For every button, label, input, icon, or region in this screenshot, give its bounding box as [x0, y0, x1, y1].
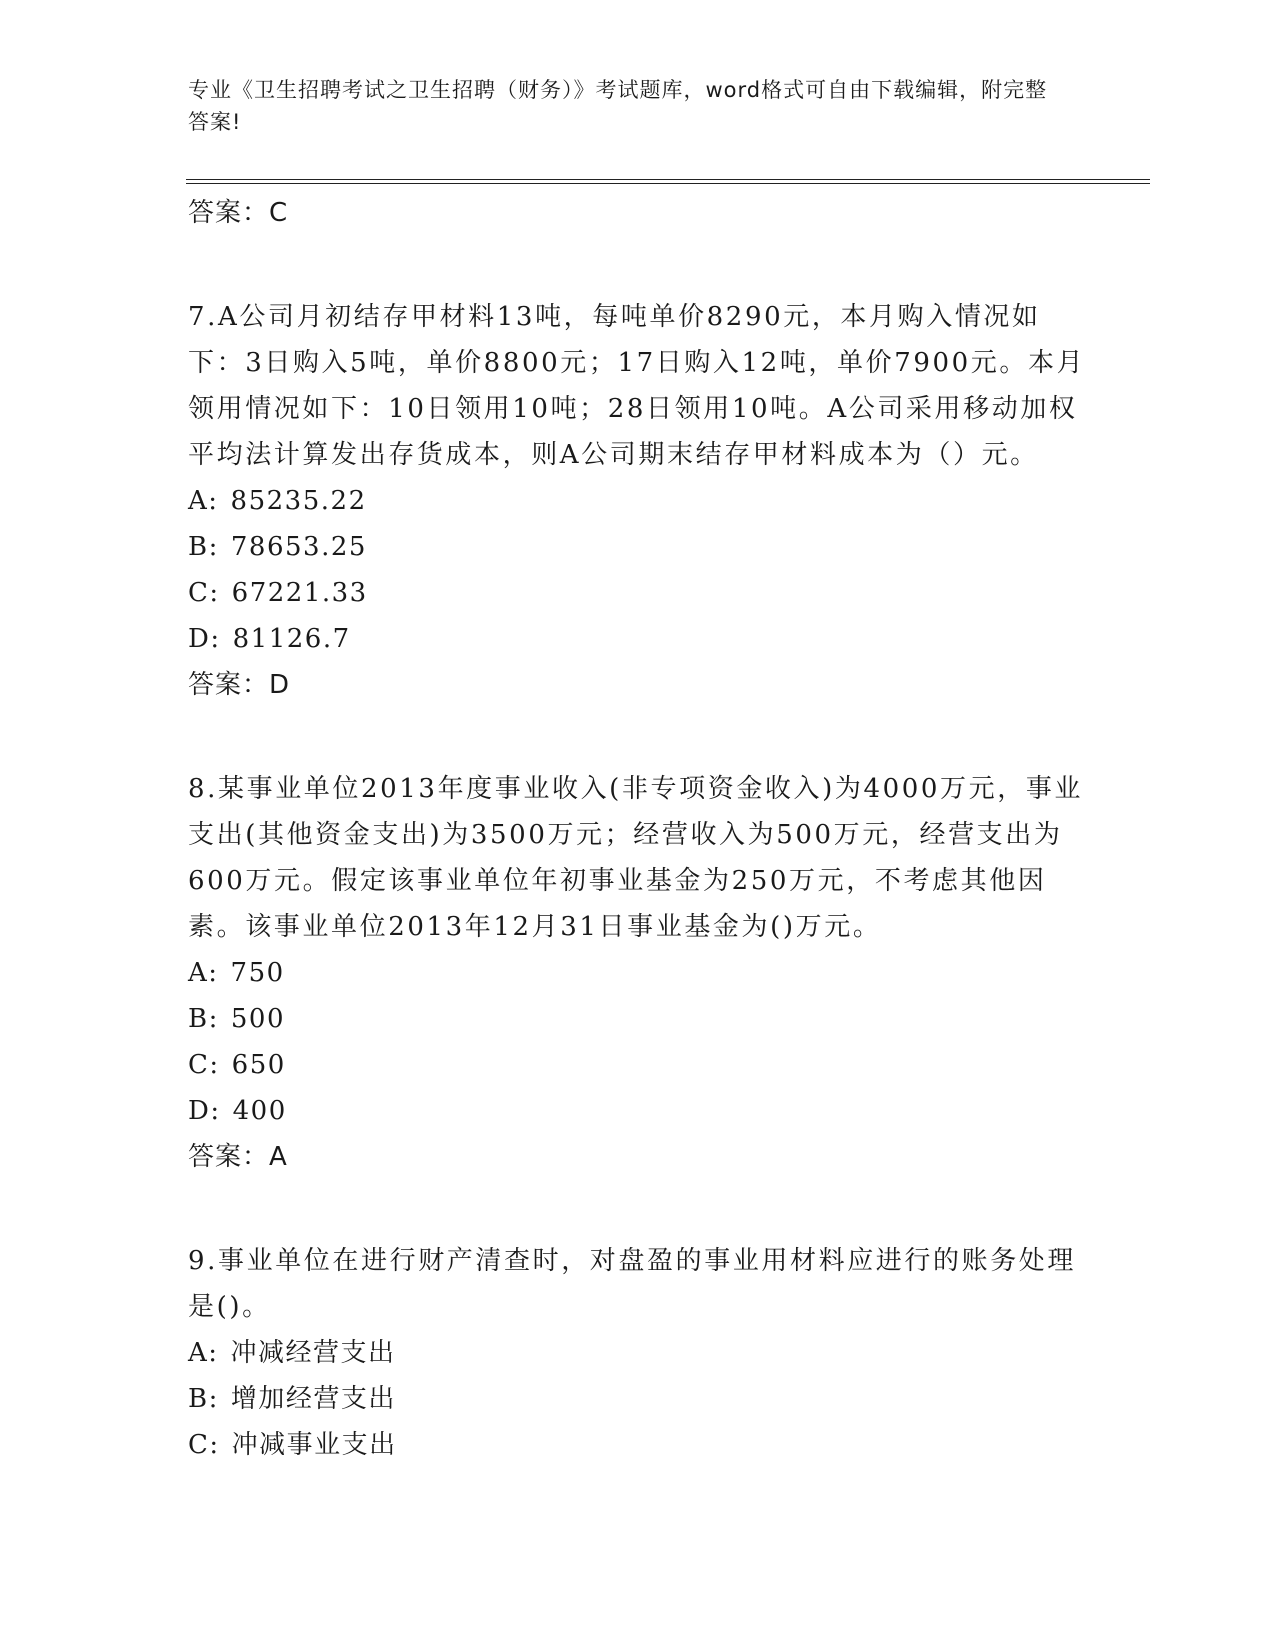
question-7-option-b — [188, 524, 1088, 570]
header-divider-top — [186, 179, 1150, 180]
answer-line: 答案：C — [188, 198, 289, 228]
document-header: 专业《卫生招聘考试之卫生招聘（财务）》考试题库，word格式可自由下载编辑，附完整答案! — [188, 78, 1048, 134]
option-text: 78653.25 — [230, 532, 367, 562]
option-text: 650 — [231, 1050, 286, 1080]
option-text: 81126.7 — [232, 624, 351, 654]
question-9-option-c — [188, 1422, 1088, 1468]
question-8-option-a — [188, 950, 1088, 996]
header-divider-bottom — [186, 183, 1150, 184]
option-letter: D: — [188, 624, 221, 654]
option-letter: C: — [188, 578, 220, 608]
option-text: 冲减经营支出 — [230, 1338, 396, 1368]
option-text: 400 — [232, 1096, 287, 1126]
option-text: 85235.22 — [230, 486, 367, 516]
question-7-option-d — [188, 616, 1088, 662]
option-letter: A: — [188, 1338, 219, 1368]
option-letter: C: — [188, 1430, 220, 1460]
option-text: 67221.33 — [231, 578, 368, 608]
option-letter: A: — [188, 486, 219, 516]
question-9-option-b — [188, 1376, 1088, 1422]
question-8-option-b — [188, 996, 1088, 1042]
option-letter: A: — [188, 958, 219, 988]
option-letter: B: — [188, 1384, 219, 1414]
question-7-option-c — [188, 570, 1088, 616]
question-9-option-a — [188, 1330, 1088, 1376]
question-8-answer: 答案：A — [188, 1142, 288, 1172]
question-7-text: 7.A公司月初结存甲材料13吨，每吨单价8290元，本月购入情况如下：3日购入5吨，单价8800元；17日购入12吨，单价7900元。本月领用情况如下：10日领用10吨；28日领用10吨。A公司采用移动加权平均法计算发出存货成本，则A公司期末结存甲材料成本为（）元。 — [188, 302, 1086, 470]
option-text: 冲减事业支出 — [231, 1430, 397, 1460]
question-8-option-d — [188, 1088, 1088, 1134]
question-9-text: 9.事业单位在进行财产清查时，对盘盈的事业用材料应进行的账务处理是()。 — [188, 1246, 1077, 1322]
question-8-text: 8.某事业单位2013年度事业收入(非专项资金收入)为4000万元，事业支出(其他资金支出)为3500万元；经营收入为500万元，经营支出为600万元。假定该事业单位年初事业基金为250万元，不考虑其他因素。该事业单位2013年12月31日事业基金为()万元。 — [188, 774, 1084, 942]
option-letter: B: — [188, 1004, 219, 1034]
question-8-option-c — [188, 1042, 1088, 1088]
option-letter: C: — [188, 1050, 220, 1080]
option-letter: B: — [188, 532, 219, 562]
option-letter: D: — [188, 1096, 221, 1126]
question-7-option-a — [188, 478, 1088, 524]
option-text: 500 — [230, 1004, 286, 1034]
option-text: 增加经营支出 — [230, 1384, 396, 1414]
option-text: 750 — [230, 958, 285, 988]
question-7-answer: 答案：D — [188, 670, 291, 700]
question-list — [188, 190, 1088, 1468]
